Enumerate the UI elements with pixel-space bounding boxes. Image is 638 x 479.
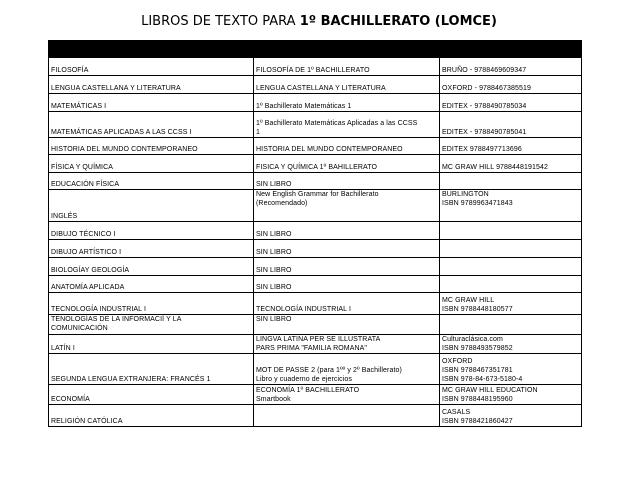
- subject-text: FÍSICA Y QUÍMICA: [51, 164, 114, 171]
- subject-cell: [49, 58, 254, 76]
- table-row: [49, 276, 582, 293]
- book-text: 1º Bachillerato Matemáticas 1: [256, 103, 352, 110]
- book-cell: [254, 138, 440, 155]
- publisher-text: MC GRAW HILL ISBN 9788448180577: [442, 297, 513, 313]
- page-title: [0, 14, 638, 29]
- book-cell: [254, 385, 440, 405]
- subject-text: ANATOMÍA APLICADA: [51, 284, 125, 291]
- book-cell: [254, 258, 440, 276]
- table-row: [49, 222, 582, 240]
- subject-text: EDUCACIÓN FÍSICA: [51, 181, 120, 188]
- subject-cell: [49, 258, 254, 276]
- table-row: [49, 293, 582, 315]
- table-header-bar: [49, 41, 582, 58]
- book-text: FILOSOFÍA DE 1º BACHILLERATO: [256, 67, 370, 74]
- table-row: [49, 354, 582, 385]
- table-row: [49, 385, 582, 405]
- table-row: [49, 315, 582, 335]
- subject-text: BIOLOGÍAY GEOLOGÍA: [51, 267, 130, 274]
- subject-cell: [49, 385, 254, 405]
- publisher-text: BURLINGTON ISBN 9789963471843: [442, 191, 513, 207]
- subject-text: TENOLOGÍAS DE LA INFORMACIÍ Y LA COMUNICACIÓN: [51, 316, 182, 332]
- book-text: TECNOLOGÍA INDUSTRIAL I: [256, 306, 352, 313]
- subject-cell: [49, 335, 254, 354]
- title-emphasis: 1º BACHILLERATO (LOMCE): [299, 14, 497, 29]
- publisher-cell: [440, 138, 582, 155]
- subject-cell: [49, 112, 254, 138]
- publisher-cell: [440, 222, 582, 240]
- subject-text: LENGUA CASTELLANA Y LITERATURA: [51, 85, 181, 92]
- publisher-text: Culturaclásica.com ISBN 9788493579852: [442, 336, 513, 352]
- book-text: FISICA Y QUÍMICA 1º BAHILLERATO: [256, 164, 378, 171]
- book-text: 1º Bachillerato Matemáticas Aplicadas a las CCSS 1: [256, 120, 418, 136]
- subject-cell: [49, 190, 254, 222]
- publisher-cell: [440, 173, 582, 190]
- publisher-text: EDITEX 9788497713696: [442, 146, 522, 153]
- table-row: [49, 335, 582, 354]
- publisher-cell: [440, 112, 582, 138]
- book-cell: [254, 58, 440, 76]
- book-cell: [254, 155, 440, 173]
- publisher-text: EDITEX - 9788490785034: [442, 103, 527, 110]
- subject-text: MATEMÁTICAS I: [51, 103, 107, 110]
- book-cell: [254, 222, 440, 240]
- table-row: [49, 58, 582, 76]
- table-row: [49, 138, 582, 155]
- publisher-cell: [440, 58, 582, 76]
- subject-text: INGLÉS: [51, 213, 78, 220]
- publisher-text: MC GRAW HILL 9788448191542: [442, 164, 548, 171]
- textbook-table: [48, 40, 582, 427]
- subject-text: MATEMÁTICAS APLICADAS A LAS CCSS I: [51, 129, 192, 136]
- book-cell: [254, 405, 440, 427]
- book-text: SIN LIBRO: [256, 267, 292, 274]
- publisher-cell: [440, 76, 582, 94]
- table-row: [49, 155, 582, 173]
- book-cell: [254, 112, 440, 138]
- book-text: ECONOMÍA 1º BACHILLERATO Smartbook: [256, 387, 360, 403]
- publisher-cell: [440, 94, 582, 112]
- subject-text: DIBUJO ARTÍSTICO I: [51, 249, 122, 256]
- book-cell: [254, 276, 440, 293]
- book-cell: [254, 354, 440, 385]
- book-cell: [254, 335, 440, 354]
- subject-cell: [49, 222, 254, 240]
- book-text: LINGVA LATINA PER SE ILLUSTRATA PARS PRIMA "FAMILIA ROMANA": [256, 336, 381, 352]
- book-text: LENGUA CASTELLANA Y LITERATURA: [256, 85, 386, 92]
- book-cell: [254, 293, 440, 315]
- book-text: MOT DE PASSE 2 (para 1ºº y 2º Bachillerato) Libro y cuaderno de ejercicios: [256, 367, 402, 383]
- subject-cell: [49, 173, 254, 190]
- book-text: SIN LIBRO: [256, 284, 292, 291]
- table-row: [49, 405, 582, 427]
- table-row: [49, 94, 582, 112]
- publisher-cell: [440, 354, 582, 385]
- subject-cell: [49, 276, 254, 293]
- table-row: [49, 240, 582, 258]
- subject-text: ECONOMÍA: [51, 396, 90, 403]
- publisher-cell: [440, 293, 582, 315]
- publisher-cell: [440, 405, 582, 427]
- book-text: SIN LIBRO: [256, 231, 292, 238]
- publisher-cell: [440, 240, 582, 258]
- subject-cell: [49, 315, 254, 335]
- book-text: SIN LIBRO: [256, 249, 292, 256]
- title-prefix: LIBROS DE TEXTO PARA: [141, 14, 300, 29]
- book-text: SIN LIBRO: [256, 181, 292, 188]
- book-cell: [254, 315, 440, 335]
- publisher-cell: [440, 258, 582, 276]
- book-cell: [254, 173, 440, 190]
- publisher-text: BRUÑO - 9788469609347: [442, 67, 527, 74]
- table-row: [49, 190, 582, 222]
- publisher-cell: [440, 335, 582, 354]
- book-cell: [254, 190, 440, 222]
- publisher-text: EDITEX - 9788490785041: [442, 129, 527, 136]
- subject-cell: [49, 354, 254, 385]
- subject-cell: [49, 94, 254, 112]
- subject-cell: [49, 138, 254, 155]
- table-row: [49, 112, 582, 138]
- table-row: [49, 258, 582, 276]
- subject-text: SEGUNDA LENGUA EXTRANJERA: FRANCÉS 1: [51, 376, 211, 383]
- book-text: SIN LIBRO: [256, 316, 292, 323]
- publisher-cell: [440, 190, 582, 222]
- subject-text: LATÍN I: [51, 345, 75, 352]
- subject-text: TECNOLOGÍA INDUSTRIAL I: [51, 306, 147, 313]
- publisher-text: MC GRAW HILL EDUCATION ISBN 9788448195960: [442, 387, 538, 403]
- book-text: New English Grammar for Bachillerato (Recomendado): [256, 191, 379, 207]
- publisher-cell: [440, 155, 582, 173]
- book-cell: [254, 76, 440, 94]
- publisher-cell: [440, 385, 582, 405]
- book-text: HISTORIA DEL MUNDO CONTEMPORANEO: [256, 146, 403, 153]
- table-row: [49, 76, 582, 94]
- subject-cell: [49, 76, 254, 94]
- subject-text: DIBUJO TÉCNICO I: [51, 231, 116, 238]
- book-cell: [254, 94, 440, 112]
- table-body: [49, 58, 582, 427]
- publisher-text: OXFORD - 9788467385519: [442, 85, 531, 92]
- subject-cell: [49, 155, 254, 173]
- publisher-cell: [440, 276, 582, 293]
- table-row: [49, 173, 582, 190]
- subject-cell: [49, 293, 254, 315]
- publisher-cell: [440, 315, 582, 335]
- subject-cell: [49, 240, 254, 258]
- subject-cell: [49, 405, 254, 427]
- subject-text: HISTORIA DEL MUNDO CONTEMPORANEO: [51, 146, 198, 153]
- book-cell: [254, 240, 440, 258]
- publisher-text: CASALS ISBN 9788421860427: [442, 409, 513, 425]
- subject-text: RELIGIÓN CATÓLICA: [51, 418, 123, 425]
- publisher-text: OXFORD ISBN 9788467351781 ISBN 978-84-673-5180-4: [442, 358, 523, 383]
- subject-text: FILOSOFÍA: [51, 67, 89, 74]
